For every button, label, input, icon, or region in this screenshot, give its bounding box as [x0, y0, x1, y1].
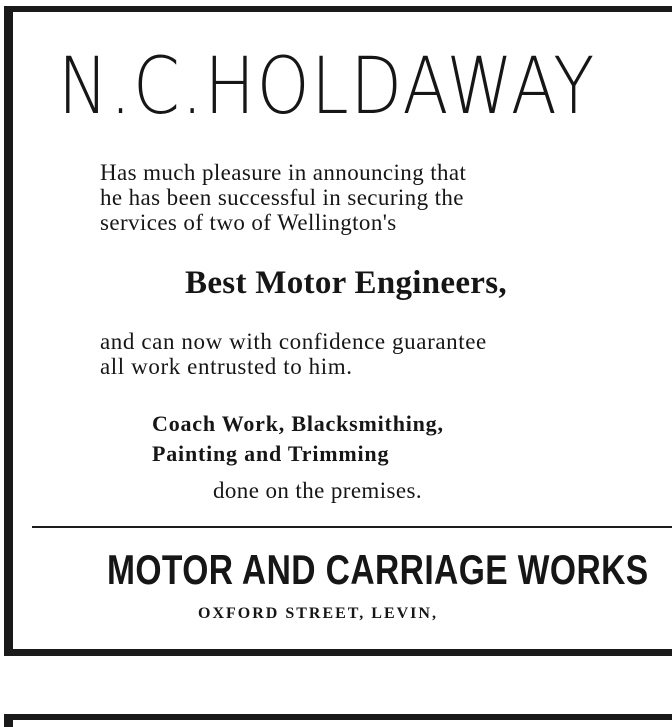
business-address: OXFORD STREET, LEVIN, — [198, 605, 438, 622]
premises-line: done on the premises. — [213, 478, 422, 503]
guarantee-paragraph — [100, 329, 620, 379]
business-name: MOTOR AND CARRIAGE WORKS — [107, 546, 649, 593]
intro-line: services of two of Wellington's — [100, 210, 397, 235]
guarantee-line: all work entrusted to him. — [100, 354, 353, 379]
services-list — [152, 409, 612, 469]
section-divider — [32, 526, 672, 528]
intro-line: he has been successful in securing the — [100, 185, 464, 210]
headline: N.C.HOLDAWAY — [58, 42, 596, 132]
next-advertisement-border — [4, 714, 672, 727]
feature-heading: Best Motor Engineers, — [185, 265, 507, 301]
services-line: Coach Work, Blacksmithing, — [152, 411, 444, 436]
intro-line: Has much pleasure in announcing that — [100, 160, 467, 185]
guarantee-line: and can now with confidence guarantee — [100, 329, 487, 354]
intro-paragraph — [100, 160, 600, 235]
services-line: Painting and Trimming — [152, 441, 390, 466]
